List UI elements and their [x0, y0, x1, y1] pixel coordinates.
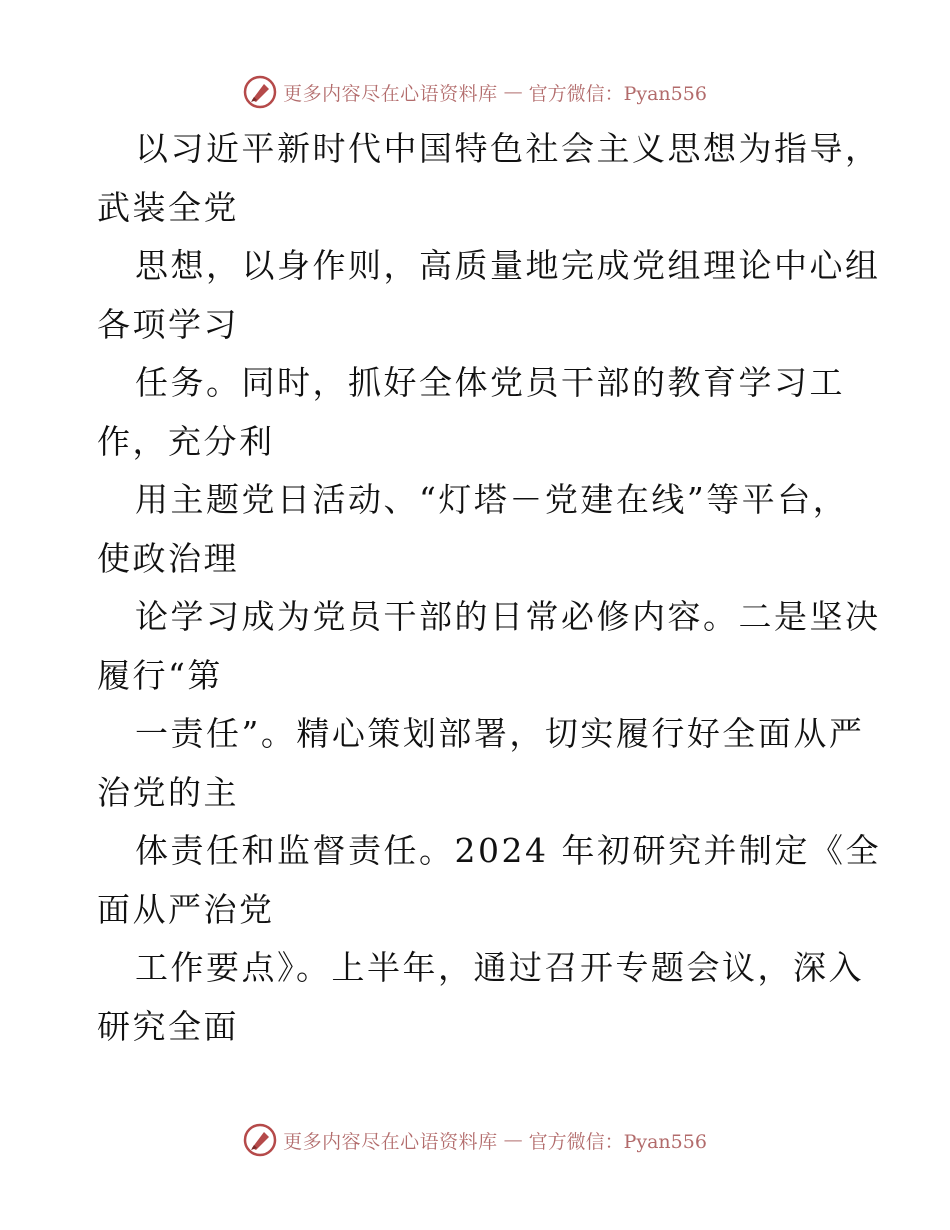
header-watermark — [0, 72, 950, 112]
line-second: 作，充分利 — [97, 421, 275, 461]
line-second: 武装全党 — [97, 187, 239, 227]
watermark-separator: — — [503, 1129, 523, 1151]
line-first: 思想，以身作则，高质量地完成党组理论中心组 — [135, 246, 881, 285]
watermark-main-text: 更多内容尽在心语资料库 — [283, 82, 498, 105]
text-line-1 — [97, 120, 887, 237]
line-second: 履行“第 — [97, 655, 223, 695]
watermark-wechat-text: 官方微信：Pyan556 — [528, 1130, 707, 1153]
line-second: 面从严治党 — [97, 889, 275, 929]
line-second: 治党的主 — [97, 772, 239, 812]
line-first: 任务。同时，抓好全体党员干部的教育学习工 — [135, 363, 845, 402]
pen-nib-logo-icon — [243, 75, 277, 109]
line-second: 各项学习 — [97, 304, 239, 344]
watermark-separator: — — [503, 81, 523, 103]
text-line-4 — [97, 471, 887, 588]
text-line-7 — [97, 822, 887, 939]
text-line-5 — [97, 588, 887, 705]
line-first: 论学习成为党员干部的日常必修内容。二是坚决 — [135, 597, 881, 636]
line-first: 一责任”。精心策划部署，切实履行好全面从严 — [135, 714, 865, 753]
line-first: 工作要点》。上半年，通过召开专题会议，深入 — [135, 948, 864, 987]
line-first: 用主题党日活动、“灯塔－党建在线”等平台， — [135, 480, 849, 519]
line-first: 以习近平新时代中国特色社会主义思想为指导， — [135, 129, 881, 168]
line-first: 体责任和监督责任。2024 年初研究并制定《全 — [135, 831, 881, 870]
text-line-6 — [97, 705, 887, 822]
pen-nib-logo-icon — [243, 1123, 277, 1157]
text-line-2 — [97, 237, 887, 354]
line-second: 使政治理 — [97, 538, 239, 578]
line-second: 研究全面 — [97, 1006, 239, 1046]
watermark-main-text: 更多内容尽在心语资料库 — [283, 1130, 498, 1153]
text-line-3 — [97, 354, 887, 471]
text-line-8 — [97, 939, 887, 1056]
document-body — [97, 120, 887, 1056]
footer-watermark — [0, 1120, 950, 1160]
watermark-wechat-text: 官方微信：Pyan556 — [528, 82, 707, 105]
